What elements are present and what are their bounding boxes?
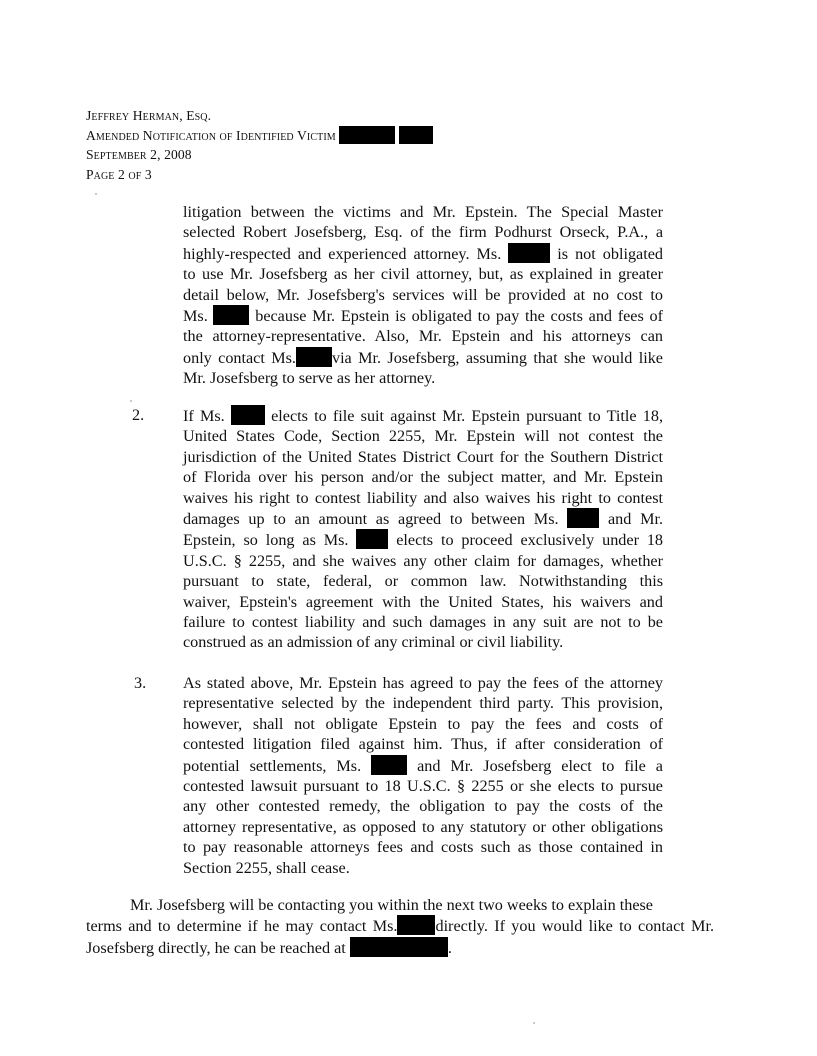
text-line bbox=[183, 529, 663, 550]
text-fragment: and Mr. Josefsberg elect to file a bbox=[417, 756, 663, 775]
text-line: As stated above, Mr. Epstein has agreed to pay the fees of the attorney bbox=[183, 674, 663, 692]
text-fragment: directly. If you would like to contact Mr. bbox=[435, 917, 714, 936]
text-fragment: because Mr. Epstein is obligated to pay the costs and fees of bbox=[255, 307, 663, 326]
list-number: 2. bbox=[132, 406, 145, 424]
redaction-box bbox=[213, 305, 249, 325]
text-line: detail below, Mr. Josefsberg's services will be provided at no cost to bbox=[183, 285, 663, 304]
text-line: waiver, Epstein's agreement with the United States, his waivers and bbox=[183, 592, 663, 611]
text-line bbox=[183, 347, 663, 368]
redaction-box bbox=[508, 243, 550, 263]
text-line: Section 2255, shall cease. bbox=[183, 858, 350, 877]
text-line: jurisdiction of the United States District Court for the Southern District bbox=[183, 447, 663, 466]
redaction-box bbox=[356, 529, 388, 549]
text-line: to pay reasonable attorneys fees and costs such as those contained in bbox=[183, 838, 663, 857]
text-fragment: Ms. bbox=[183, 307, 208, 326]
text-line: to use Mr. Josefsberg as her civil attorney, but, as explained in greater bbox=[183, 265, 663, 284]
closing-paragraph bbox=[86, 895, 714, 958]
text-line: failure to contest liability and such damages in any suit are not to be bbox=[183, 613, 663, 632]
text-fragment: and Mr. bbox=[607, 510, 664, 529]
text-line: construed as an admission of any criminal or civil liability. bbox=[183, 633, 564, 652]
text-line: pursuant to state, federal, or common law. Notwithstanding this bbox=[183, 572, 663, 591]
scan-speck bbox=[533, 1022, 535, 1024]
redaction-box bbox=[371, 755, 407, 775]
text-line bbox=[183, 243, 663, 264]
redaction-box bbox=[339, 126, 395, 144]
text-line bbox=[183, 405, 663, 426]
text-line: contested litigation filed against him. Thus, if after consideration of bbox=[183, 735, 663, 754]
text-line: United States Code, Section 2255, Mr. Epstein will not contest the bbox=[183, 427, 663, 446]
redaction-box bbox=[567, 508, 599, 528]
text-line bbox=[183, 508, 663, 529]
text-line: attorney representative, as opposed to any statutory or other obligations bbox=[183, 817, 663, 836]
scan-speck bbox=[130, 400, 132, 402]
text-line: U.S.C. § 2255, and she waives any other claim for damages, whether bbox=[183, 551, 663, 570]
text-fragment: If Ms. bbox=[183, 407, 225, 425]
text-fragment: potential settlements, Ms. bbox=[183, 756, 362, 775]
redaction-box bbox=[231, 405, 265, 425]
text-fragment: terms and to determine if he may contact Ms. bbox=[86, 917, 398, 936]
text-line: representative selected by the independent third party. This provision, bbox=[183, 694, 663, 713]
list-item-3 bbox=[183, 673, 663, 878]
text-line: the attorney-representative. Also, Mr. Epstein and his attorneys can bbox=[183, 327, 663, 346]
redaction-box bbox=[296, 347, 332, 367]
text-fragment: . bbox=[447, 938, 452, 957]
text-line bbox=[183, 305, 663, 326]
redaction-box bbox=[397, 915, 435, 935]
text-fragment: only contact Ms. bbox=[183, 348, 296, 367]
text-line bbox=[86, 915, 714, 936]
text-line: Mr. Josefsberg to serve as her attorney. bbox=[183, 369, 436, 388]
letter-header bbox=[86, 106, 433, 184]
text-fragment: is not obligated bbox=[557, 244, 664, 263]
text-line: of Florida over his person and/or the subject matter, and Mr. Epstein bbox=[183, 468, 663, 487]
text-line: litigation between the victims and Mr. Epstein. The Special Master bbox=[183, 203, 663, 221]
redaction-box bbox=[399, 126, 433, 144]
list-item-2 bbox=[183, 405, 663, 653]
header-date: September 2, 2008 bbox=[86, 147, 192, 162]
header-page-number: Page 2 of 3 bbox=[86, 166, 152, 182]
text-line: any other contested remedy, the obligation to pay the costs of the bbox=[183, 797, 663, 816]
header-subject: Amended Notification of Identified Victim bbox=[86, 127, 336, 143]
text-fragment: Epstein, so long as Ms. bbox=[183, 531, 349, 550]
paragraph-continuation bbox=[183, 202, 663, 389]
text-line: waives his right to contest liability and also waives his right to contest bbox=[183, 488, 663, 507]
text-fragment: via Mr. Josefsberg, assuming that she would like bbox=[331, 348, 663, 367]
header-subject-line bbox=[86, 126, 433, 146]
text-line: however, shall not obligate Epstein to pay the fees and costs of bbox=[183, 714, 663, 733]
text-line: contested lawsuit pursuant to 18 U.S.C. § 2255 or she elects to pursue bbox=[183, 777, 663, 796]
text-fragment: damages up to an amount as agreed to between Ms. bbox=[183, 510, 559, 529]
header-recipient: Jeffrey Herman, Esq. bbox=[86, 108, 212, 123]
text-line: selected Robert Josefsberg, Esq. of the firm Podhurst Orseck, P.A., a bbox=[183, 223, 663, 242]
text-fragment: highly-respected and experienced attorney. Ms. bbox=[183, 244, 502, 263]
scan-speck bbox=[95, 193, 97, 195]
text-line bbox=[183, 755, 663, 776]
text-fragment: elects to file suit against Mr. Epstein pursuant to Title 18, bbox=[271, 407, 663, 425]
text-line bbox=[86, 937, 714, 958]
text-line: Mr. Josefsberg will be contacting you within the next two weeks to explain these bbox=[130, 896, 653, 914]
text-fragment: Josefsberg directly, he can be reached at bbox=[86, 938, 346, 957]
redaction-box bbox=[350, 937, 448, 957]
list-number: 3. bbox=[134, 674, 147, 692]
text-fragment: elects to proceed exclusively under 18 bbox=[396, 531, 664, 550]
